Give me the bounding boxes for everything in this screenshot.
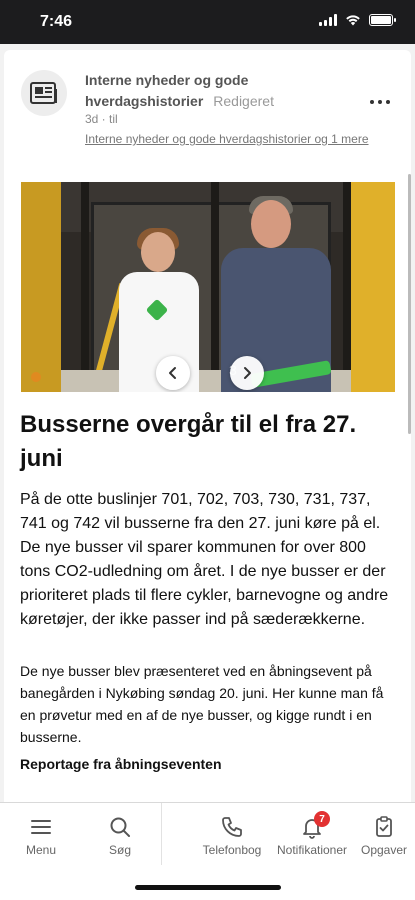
tab-label: Notifikationer: [276, 843, 348, 857]
menu-icon: [29, 815, 53, 839]
carousel-next-button[interactable]: [230, 356, 264, 390]
tab-label: Telefonbog: [202, 843, 262, 857]
more-horizontal-icon: [370, 100, 374, 104]
tab-label: Menu: [25, 843, 57, 857]
tab-bar: [0, 802, 415, 900]
chevron-right-icon: [240, 366, 254, 380]
source-name[interactable]: Interne nyheder og gode hverdagshistorier: [85, 72, 249, 109]
feed-content[interactable]: [0, 44, 415, 802]
carousel-prev-button[interactable]: [156, 356, 190, 390]
status-bar: [0, 0, 415, 44]
tab-phonebook[interactable]: [191, 815, 273, 857]
tab-label: Søg: [108, 843, 131, 857]
article-title: Busserne overgår til el fra 27. juni: [20, 411, 357, 472]
post-card: [4, 50, 411, 802]
edited-label: Redigeret: [213, 93, 274, 109]
section-heading: Reportage fra åbningseventen: [20, 756, 222, 772]
status-time: 7:46: [40, 13, 73, 30]
clipboard-check-icon: [372, 815, 396, 839]
tab-menu[interactable]: [0, 815, 82, 857]
signal-icon: [319, 14, 337, 26]
article-body: De nye busser blev præsenteret ved en åbningsevent på banegården i Nykøbing søndag 20. juni. Her kunne man få en prøvetur med en af de nye busser, og kigge rundt i en busserne.: [20, 663, 384, 745]
audience-link[interactable]: Interne nyheder og gode hverdagshistorier og 1 mere: [85, 132, 369, 146]
tab-label: Opgaver: [360, 843, 408, 857]
article-image[interactable]: [21, 182, 395, 392]
tab-tasks[interactable]: [344, 815, 415, 857]
notification-badge: 7: [314, 811, 330, 827]
tab-search[interactable]: [79, 815, 161, 857]
battery-icon: [369, 14, 393, 26]
wifi-icon: [345, 14, 361, 26]
chevron-left-icon: [166, 366, 180, 380]
newspaper-icon[interactable]: [21, 70, 67, 116]
tab-notifications[interactable]: [271, 815, 353, 857]
article-lead: På de otte buslinjer 701, 702, 703, 730, 731, 737, 741 og 742 vil busserne fra den 27. juni køre på el. De nye busser vil sparer kommunen for over 800 tons CO2-udledning om året. I de nye busser er der prioriteret plads til flere cykler, barnevogne og andre køretøjer, der ikke passer ind på sæderækkerne.: [20, 491, 389, 628]
post-meta: 3d · til: [85, 112, 118, 126]
home-indicator[interactable]: [135, 885, 281, 890]
status-icons: [319, 14, 393, 26]
scrollbar[interactable]: [408, 174, 411, 434]
tab-divider: [161, 803, 162, 865]
search-icon: [108, 815, 132, 839]
post-source[interactable]: [85, 70, 345, 112]
more-options-button[interactable]: [370, 100, 390, 104]
phone-icon: [220, 815, 244, 839]
